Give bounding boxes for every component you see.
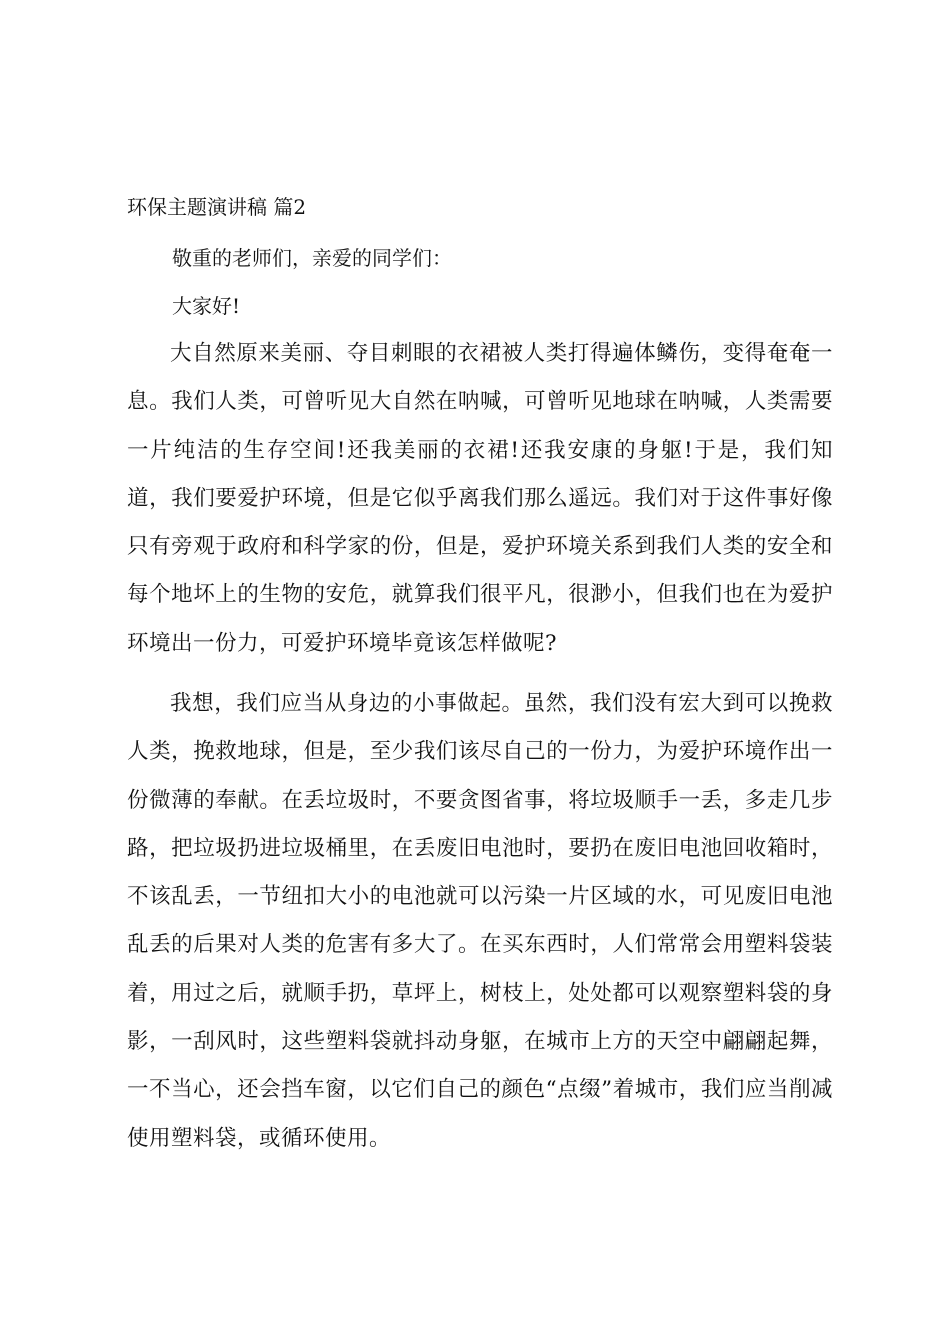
- paragraph-1: 大自然原来美丽、夺目刺眼的衣裙被人类打得遍体鳞伤，变得奄奄一息。我们人类，可曾听见大自然在呐喊，可曾听见地球在呐喊，人类需要一片纯洁的生存空间!还我美丽的衣裙!还我安康的身躯!于是，我们知道，我们要爱护环境，但是它似乎离我们那么遥远。我们对于这件事好像只有旁观于政府和科学家的份，但是，爱护环境关系到我们人类的安全和每个地坏上的生物的安危，就算我们很平凡，很渺小，但我们也在为爱护环境出一份力，可爱护环境毕竟该怎样做呢?: [127, 341, 833, 656]
- paragraph-2: 我想，我们应当从身边的小事做起。虽然，我们没有宏大到可以挽救人类，挽救地球，但是，至少我们该尽自己的一份力，为爱护环境作出一份微薄的奉献。在丢垃圾时，不要贪图省事，将垃圾顺手一丢，多走几步路，把垃圾扔进垃圾桶里，在丢废旧电池时，要扔在废旧电池回收箱时，不该乱丢，一节纽扣大小的电池就可以污染一片区域的水，可见废旧电池乱丢的后果对人类的危害有多大了。在买东西时，人们常常会用塑料袋装着，用过之后，就顺手扔，草坪上，树枝上，处处都可以观察塑料袋的身影，一刮风时，这些塑料袋就抖动身躯，在城市上方的天空中翩翩起舞，一不当心，还会挡车窗，以它们自己的颜色“点缀”着城市，我们应当削减使用塑料袋，或循环使用。: [127, 691, 833, 1151]
- document-title: 环保主题演讲稿 篇2: [127, 195, 307, 219]
- salutation: 敬重的老师们，亲爱的同学们：: [172, 246, 452, 270]
- greeting: 大家好!: [172, 294, 241, 318]
